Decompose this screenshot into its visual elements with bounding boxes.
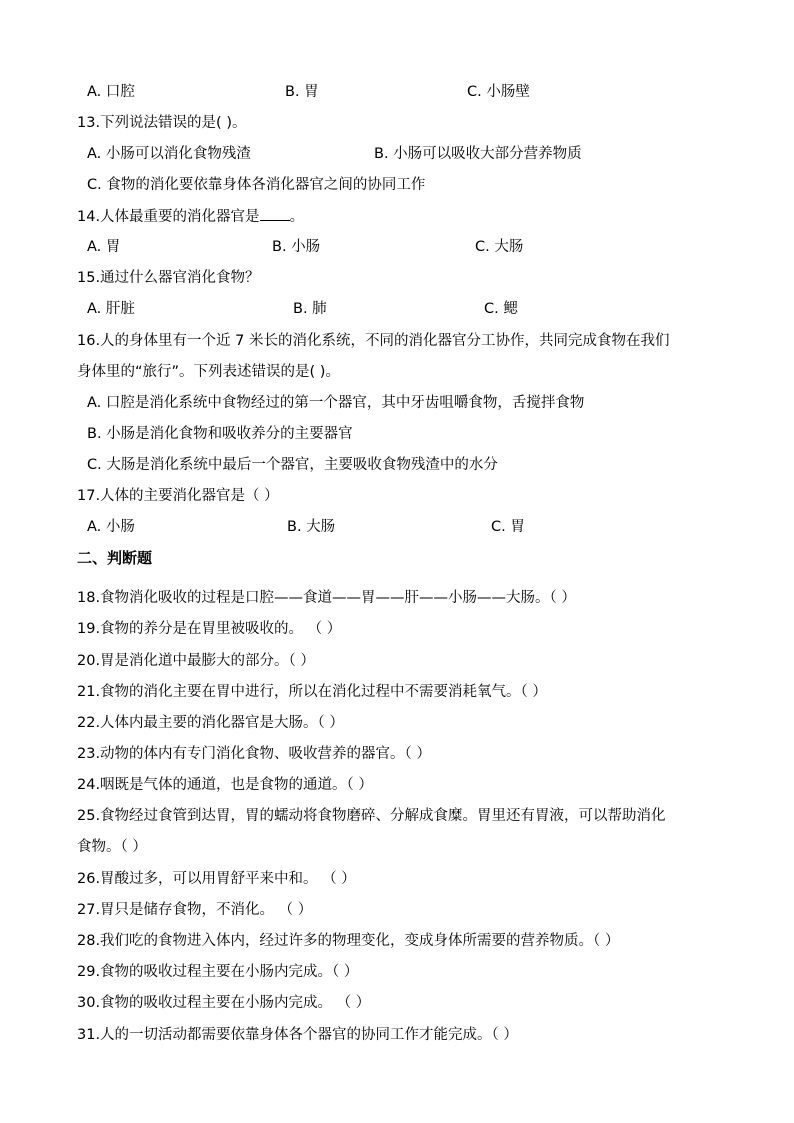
q16-stem-line1: 16.人的身体里有一个近 7 米长的消化系统，不同的消化器官分工协作，共同完成食物在我们 bbox=[77, 333, 670, 349]
q12-option-a: A. 口腔 bbox=[87, 84, 135, 100]
q25-line2: 食物。（ ） bbox=[77, 839, 147, 855]
q14-answer-blank bbox=[260, 206, 290, 221]
judgement-item: 21.食物的消化主要在胃中进行，所以在消化过程中不需要消耗氧气。（ ） bbox=[77, 684, 547, 700]
q13-option-b: B. 小肠可以吸收大部分营养物质 bbox=[374, 146, 582, 162]
q16-option-a: A. 口腔是消化系统中食物经过的第一个器官，其中牙齿咀嚼食物，舌搅拌食物 bbox=[87, 395, 585, 411]
q16-option-c: C. 大肠是消化系统中最后一个器官，主要吸收食物残渣中的水分 bbox=[87, 457, 498, 473]
judgement-item: 20.胃是消化道中最膨大的部分。（ ） bbox=[77, 653, 315, 669]
q15-option-c: C. 鳃 bbox=[484, 301, 518, 317]
q16-option-b: B. 小肠是消化食物和吸收养分的主要器官 bbox=[87, 426, 353, 442]
q16-stem-line2: 身体里的“旅行”。下列表述错误的是( )。 bbox=[77, 364, 340, 380]
q14-stem-text: 14.人体最重要的消化器官是 bbox=[77, 209, 260, 225]
q15-option-a: A. 肝脏 bbox=[87, 301, 135, 317]
judgement-item: 27.胃只是储存食物，不消化。 （ ） bbox=[77, 902, 313, 918]
section-title-judgement: 二、判断题 bbox=[77, 549, 153, 567]
q14-option-b: B. 小肠 bbox=[272, 239, 321, 255]
judgement-item: 28.我们吃的食物进入体内，经过许多的物理变化，变成身体所需要的营养物质。（ ） bbox=[77, 933, 620, 949]
q17-stem: 17.人体的主要消化器官是（ ） bbox=[77, 488, 279, 504]
judgement-item: 31.人的一切活动都需要依靠身体各个器官的协同工作才能完成。（ ） bbox=[77, 1027, 518, 1043]
q13-option-a: A. 小肠可以消化食物残渣 bbox=[87, 146, 251, 162]
q17-option-a: A. 小肠 bbox=[87, 519, 135, 535]
q15-option-b: B. 肺 bbox=[293, 301, 327, 317]
q12-option-b: B. 胃 bbox=[285, 84, 319, 100]
q17-option-c: C. 胃 bbox=[491, 519, 525, 535]
q12-option-c: C. 小肠壁 bbox=[467, 84, 530, 100]
q13-stem: 13.下列说法错误的是( )。 bbox=[77, 115, 247, 131]
q14-option-a: A. 胃 bbox=[87, 239, 121, 255]
judgement-item: 23.动物的体内有专门消化食物、吸收营养的器官。（ ） bbox=[77, 746, 431, 762]
judgement-item: 24.咽既是气体的通道，也是食物的通道。（ ） bbox=[77, 777, 373, 793]
q15-stem: 15.通过什么器官消化食物？ bbox=[77, 270, 260, 286]
q14-stem bbox=[77, 206, 304, 227]
judgement-item: 18.食物消化吸收的过程是口腔——食道——胃——肝——小肠——大肠。（ ） bbox=[77, 590, 576, 606]
q13-option-c: C. 食物的消化要依靠身体各消化器官之间的协同工作 bbox=[87, 177, 426, 193]
q14-option-c: C. 大肠 bbox=[475, 239, 524, 255]
q14-stem-end: 。 bbox=[289, 209, 305, 225]
q25-line1: 25.食物经过食管到达胃，胃的蠕动将食物磨碎、分解成食糜。胃里还有胃液，可以帮助消化 bbox=[77, 808, 666, 824]
judgement-item: 22.人体内最主要的消化器官是大肠。（ ） bbox=[77, 715, 344, 731]
judgement-item: 30.食物的吸收过程主要在小肠内完成。 （ ） bbox=[77, 995, 371, 1011]
judgement-item: 29.食物的吸收过程主要在小肠内完成。（ ） bbox=[77, 964, 359, 980]
judgement-item: 19.食物的养分是在胃里被吸收的。 （ ） bbox=[77, 621, 342, 637]
q17-option-b: B. 大肠 bbox=[287, 519, 336, 535]
judgement-item: 26.胃酸过多，可以用胃舒平来中和。 （ ） bbox=[77, 871, 356, 887]
